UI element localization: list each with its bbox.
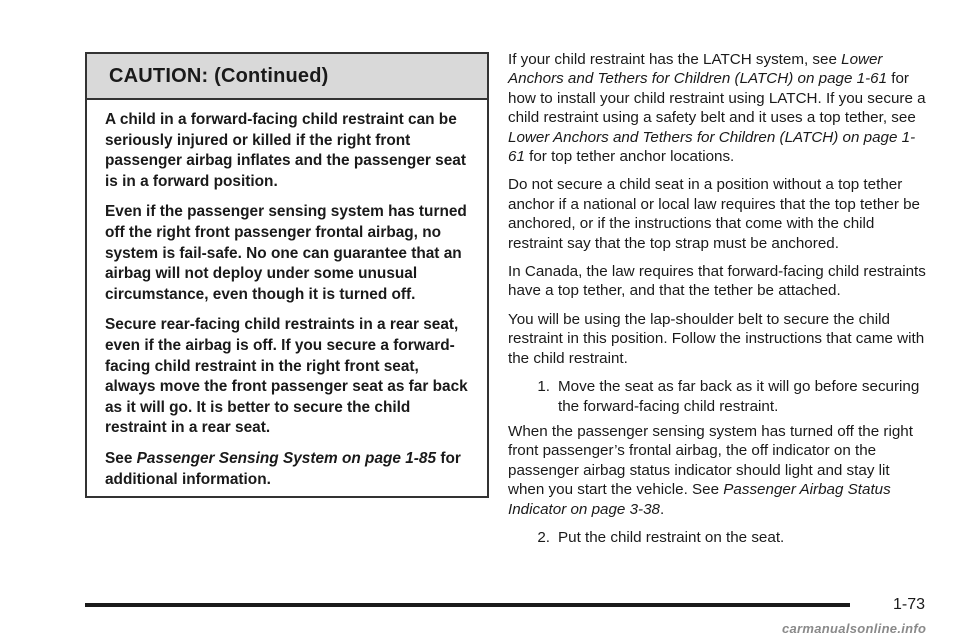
latch-text-a: If your child restraint has the LATCH system, see [508, 51, 842, 68]
watermark: carmanualsonline.info [782, 621, 927, 636]
page-number: 1-73 [893, 596, 926, 613]
step-2 [508, 528, 928, 547]
latch-text-c: for top tether anchor locations. [524, 148, 735, 166]
caution-paragraph-4 [105, 449, 473, 490]
footer-rule [85, 603, 850, 607]
step-1-number: 1. [537, 378, 550, 396]
caution-box [85, 52, 489, 498]
step-1-text: Move the seat as far back as it will go before securing the forward-facing child restraint. [558, 378, 920, 415]
cross-reference-latch-2[interactable]: Lower Anchors and Tethers for Children (LATCH) on page 1-61 [508, 128, 916, 166]
caution-paragraph-2: Even if the passenger sensing system has turned off the right front passenger frontal airbag, no system is fail-safe. No one can guarantee that an airbag will not deploy under some unusual circumstance, even though it is turned off. [105, 203, 467, 303]
right-column [508, 50, 928, 553]
cross-reference-passenger-sensing[interactable]: Passenger Sensing System on page 1-85 [136, 449, 437, 467]
caution-paragraph-1: A child in a forward-facing child restraint can be seriously injured or killed if the right front passenger airbag inflates and the passenger seat is in a forward position. [105, 111, 466, 190]
cross-reference-airbag-status[interactable]: Passenger Airbag Status Indicator on page 3-38 [508, 481, 891, 518]
latch-text-b: for how to install your child restraint using LATCH. If you secure a child restraint using a safety belt and it uses a top tether, see [508, 70, 926, 127]
caution-see-suffix: for additional information. [105, 449, 461, 488]
step-2-number: 2. [537, 528, 550, 546]
tether-law-paragraph: Do not secure a child seat in a position without a top tether anchor if a national or local law requires that the top tether be anchored, or if the instructions that come with the child restraint say that the top strap must be anchored. [508, 176, 920, 252]
step-1-note [508, 422, 928, 519]
step-1-note-text-a: When the passenger sensing system has turned off the right front passenger’s frontal airbag, the off indicator on the passenger airbag status indicator should light and stay lit when you start the vehicle. See [508, 422, 913, 499]
canada-paragraph: In Canada, the law requires that forward-facing child restraints have a top tether, and that the tether be attached. [508, 263, 926, 300]
caution-title: CAUTION: (Continued) [109, 64, 329, 87]
caution-see-prefix: See [105, 449, 137, 467]
caution-paragraph-3: Secure rear-facing child restraints in a rear seat, even if the airbag is off. If you secure a forward-facing child restraint in the right front seat, always move the front passenger seat as far back as it will go. It is better to secure the child restraint in a rear seat. [105, 316, 468, 437]
caution-header [87, 54, 487, 100]
latch-paragraph [508, 50, 928, 166]
caution-body [87, 100, 487, 490]
cross-reference-latch-1[interactable]: Lower Anchors and Tethers for Children (LATCH) on page 1-61 [508, 51, 888, 88]
lap-shoulder-paragraph: You will be using the lap-shoulder belt to secure the child restraint in this position. Follow the instructions that came with the child restraint. [508, 310, 925, 367]
step-1-note-text-b: . [660, 500, 665, 518]
step-1 [508, 377, 928, 416]
step-2-text: Put the child restraint on the seat. [558, 528, 785, 546]
